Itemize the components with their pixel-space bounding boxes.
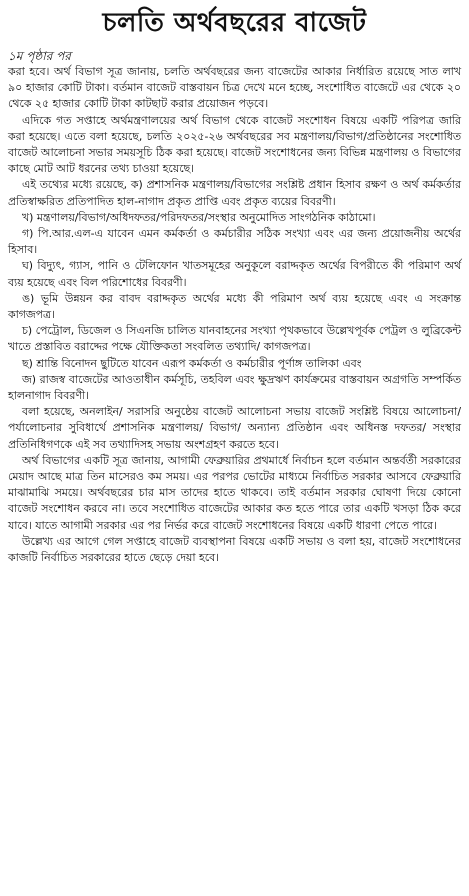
list-item: খ) মন্ত্রণালয়/বিভাগ/অধিদফতর/পরিদফতর/সংস্থার অনুমোদিত সাংগঠনিক কাঠামো। — [22, 210, 376, 224]
paragraph: এই তথ্যের মধ্যে রয়েছে, ক) প্রশাসনিক মন্ত্রণালয়/বিভাগের সংশ্লিষ্ট প্রধান হিসাব রক্ষণ ও অর্থ কর্মকর্তার প্রতিস্বাক্ষরিত প্রতিপাদিত হাল-নাগাদ প্রকৃত প্রাপ্তি এবং প্রকৃত ব্যয়ের বিবরণী। — [8, 178, 461, 208]
paragraph: বলা হয়েছে, অনলাইন/ সরাসরি অনুষ্ঠেয় বাজেট আলোচনা সভায় বাজেট সংশ্লিষ্ট বিষয়ে আলোচনা/পর্যালোচনার সুবিধার্থে প্রশাসনিক মন্ত্রণালয়/ বিভাগ/ অন্যান্য প্রতিষ্ঠান এবং অধিনস্ত দফতর/ সংস্থার প্রতিনিধিগণকে এই সব তথ্যাদিসহ সভায় অংশগ্রহণ করতে হবে। — [8, 405, 461, 451]
list-item: ঘ) বিদ্যুৎ, গ্যাস, পানি ও টেলিফোন খাতসমূহের অনুকূলে বরাদ্দকৃত অর্থের বিপরীতে কী পরিমাণ অর্থ ব্যয় হয়েছে এবং বিল পরিশোধের বিবরণী। — [8, 259, 461, 289]
paragraph: উল্লেখ্য এর আগে গেল সপ্তাহে বাজেট ব্যবস্থাপনা বিষয়ে একটি সভায় ও বলা হয়, বাজেট সংশোধনের কাজটি নির্বাচিত সরকারের হাতে ছেড়ে দেয়া হবে। — [8, 534, 461, 565]
paragraph: করা হবে। অর্থ বিভাগ সূত্র জানায়, চলতি অর্থবছরের জন্য বাজেটের আকার নির্ধারিত রয়েছে সাত লাখ ৯০ হাজার কোটি টাকা। বর্তমান বাজেট বাস্তবায়ন চিত্র দেখে মনে হচ্ছে, সংশোধিত বাজেটে এর থেকে ২০ থেকে ২৫ হাজার কোটি টাকা কাটছাট করার প্রয়োজন পড়বে। — [8, 65, 461, 111]
list-item: গ) পি.আর.এল-এ যাবেন এমন কর্মকর্তা ও কর্মচারীর সঠিক সংখ্যা এবং এর জন্য প্রয়োজনীয় অর্থের হিসাব। — [8, 227, 461, 257]
headline: চলতি অর্থবছরের বাজেট — [102, 8, 367, 38]
paragraph: এদিকে গত সপ্তাহে অর্থমন্ত্রণালয়ের অর্থ বিভাগ থেকে বাজেট সংশোধন বিষয়ে একটি পরিপত্র জারি করা হয়েছে। এতে বলা হয়েছে, চলতি ২০২৫-২৬ অর্থবছরের সব মন্ত্রণালয়/বিভাগ/প্রতিষ্ঠানের সংশোধিত বাজেট আলোচনা সভার সময়সূচি ঠিক করা হয়েছে। বাজেট সংশোধনের জন্য বিভিন্ন মন্ত্রণালয় ও বিভাগের কাছে মোট আট ধরনের তথ্য চাওয়া হয়েছে। — [8, 113, 461, 176]
list-item: ঙ) ভূমি উন্নয়ন কর বাবদ বরাদ্দকৃত অর্থের মধ্যে কী পরিমাণ অর্থ ব্যয় হয়েছে এবং এ সংক্রান্ত কাগজপত্র। — [8, 291, 461, 322]
article-body — [8, 48, 461, 566]
list-item: চ) পেট্রোল, ডিজেল ও সিএনজি চালিত যানবাহনের সংখ্যা পৃথকভাবে উল্লেখপূর্বক পেট্রল ও লুব্রিকেন্ট খাতে প্রস্তাবিত বরাদ্দের পক্ষে যৌক্তিকতা সংবলিত তথ্যাদি/ কাগজপত্র। — [8, 324, 462, 354]
paragraph: অর্থ বিভাগের একটি সূত্র জানায়, আগামী ফেব্রুয়ারির প্রথমার্ধে নির্বাচন হলে বর্তমান অন্তর্বর্তী সরকারের মেয়াদ আছে মাত্র তিন মাসেরও কম সময়। এর পরপর ভোটের মাধ্যমে নির্বাচিত সরকার আসবে ফেব্রুয়ারি মাঝামাঝি সময়ে। অর্থবছরের চার মাস তাদের হাতে থাকবে। তাই বর্তমান সরকার ঘোষণা দিয়ে কোনো বাজেট সংশোধন করবে না। তবে সংশোধিত বাজেটের আকার কত হতে পারে তার একটি খসড়া ঠিক করে যাবে। যাতে আগামী সরকার এর পর নির্ভর করে বাজেট সংশোধনের বিষয়ে একটি ধারণা পেতে পারে। — [8, 453, 461, 532]
continuation-label: ১ম পৃষ্ঠার পর — [8, 49, 71, 63]
list-item: ছ) শ্রান্তি বিনোদন ছুটিতে যাবেন এরূপ কর্মকর্তা ও কর্মচারীর পূর্ণাঙ্গ তালিকা এবং — [22, 356, 362, 370]
list-item: জ) রাজস্ব বাজেটের আওতাধীন কর্মসূচি, তহবিল এবং ক্ষুদ্রঋণ কার্যক্রমের বাস্তবায়ন অগ্রগতি সম্পর্কিত হালনাগাদ বিবরণী। — [8, 372, 461, 403]
